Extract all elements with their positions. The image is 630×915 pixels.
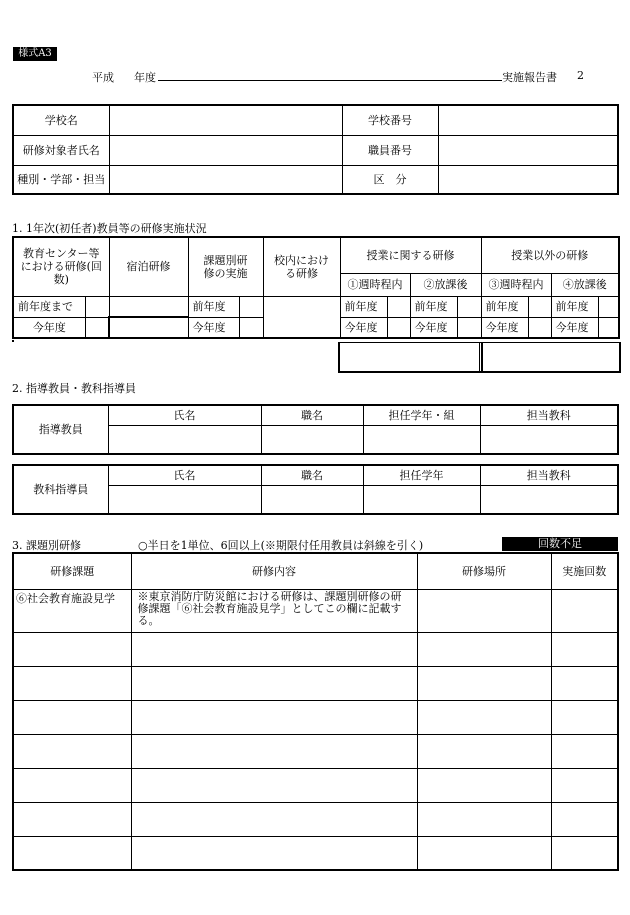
supervisor-col-subject: 担当教科 <box>480 405 618 425</box>
corner <box>12 340 14 342</box>
count-cell[interactable] <box>551 589 618 632</box>
era-label: 平成 <box>92 71 114 84</box>
count-cell[interactable] <box>551 734 618 768</box>
topic-cell[interactable] <box>13 836 131 870</box>
topic-cell[interactable] <box>13 768 131 802</box>
report-title: 実施報告書 <box>502 71 557 84</box>
sub-header-2: ②放課後 <box>410 273 481 296</box>
instructor-col-class: 担任学年 <box>363 465 480 485</box>
class-training-header: 授業に関する研修 <box>340 237 481 273</box>
school-number-field[interactable] <box>438 105 618 135</box>
class2-prev-label: 前年度 <box>410 296 457 317</box>
class1-curr-cell[interactable] <box>387 317 410 338</box>
class2-prev-cell[interactable] <box>457 296 481 317</box>
instructor-subject-field[interactable] <box>480 485 618 514</box>
school-name-field[interactable] <box>109 105 342 135</box>
class2-curr-cell[interactable] <box>457 317 481 338</box>
theme-training-header: 課題別研修の実施 <box>188 237 263 296</box>
title-underline <box>158 80 502 81</box>
trainee-name-label: 研修対象者氏名 <box>13 135 109 165</box>
prev-year-label: 前年度まで <box>13 296 85 317</box>
class2-curr-label: 今年度 <box>410 317 457 338</box>
place-cell[interactable] <box>417 632 551 666</box>
content-cell[interactable] <box>131 666 417 700</box>
form-label: 様式A3 <box>13 47 57 61</box>
school-training-header: 校内における研修 <box>263 237 340 296</box>
content-cell[interactable]: ※東京消防庁防災館における研修は、課題別研修の研修課題「⑥社会教育施設見学」としてこの欄に記載する。 <box>131 589 417 632</box>
year-label: 年度 <box>134 71 156 84</box>
section3-note: ○半日を1単位、6回以上(※期限付任用教員は斜線を引く) <box>138 539 424 552</box>
class1-prev-label: 前年度 <box>340 296 387 317</box>
instructor-col-subject: 担当教科 <box>480 465 618 485</box>
sub-header-1: ①週時程内 <box>340 273 410 296</box>
nonclass4-curr-label: 今年度 <box>551 317 598 338</box>
count-cell[interactable] <box>551 836 618 870</box>
content-cell[interactable] <box>131 632 417 666</box>
topic-cell[interactable] <box>13 734 131 768</box>
subject-instructor-table <box>12 464 619 515</box>
place-cell[interactable] <box>417 802 551 836</box>
count-cell[interactable] <box>551 768 618 802</box>
nonclass3-prev-cell[interactable] <box>528 296 551 317</box>
place-cell[interactable] <box>417 768 551 802</box>
place-cell[interactable] <box>417 589 551 632</box>
topic-cell[interactable]: ⑥社会教育施設見学 <box>13 589 131 632</box>
nonclass3-curr-cell[interactable] <box>528 317 551 338</box>
staff-number-label: 職員番号 <box>342 135 438 165</box>
section1-heading: 1. 1年次(初任者)教員等の研修実施状況 <box>12 222 207 235</box>
mask <box>14 340 337 344</box>
supervisor-label: 指導教員 <box>13 405 108 454</box>
section3-heading: 3. 課題別研修 <box>12 539 81 552</box>
division-label: 区 分 <box>342 165 438 194</box>
topic-cell[interactable] <box>13 700 131 734</box>
topic-cell[interactable] <box>13 632 131 666</box>
supervisor-col-title: 職名 <box>261 405 363 425</box>
content-cell[interactable] <box>131 700 417 734</box>
content-cell[interactable] <box>131 802 417 836</box>
school-training-cell[interactable] <box>263 296 340 338</box>
theme-prev-label: 前年度 <box>188 296 239 317</box>
prev-year-center-cell[interactable] <box>85 296 109 317</box>
sub-header-3: ③週時程内 <box>481 273 551 296</box>
class1-prev-cell[interactable] <box>387 296 410 317</box>
center-training-header: 教育センター等における研修(回数) <box>13 237 109 296</box>
supervisor-name-field[interactable] <box>108 425 261 454</box>
trainee-name-field[interactable] <box>109 135 342 165</box>
this-year-center-cell[interactable] <box>85 317 109 338</box>
content-cell[interactable] <box>131 734 417 768</box>
theme-prev-cell[interactable] <box>239 296 263 317</box>
category-field[interactable] <box>109 165 342 194</box>
instructor-name-field[interactable] <box>108 485 261 514</box>
this-year-label: 今年度 <box>13 317 85 338</box>
instructor-class-field[interactable] <box>363 485 480 514</box>
content-cell[interactable] <box>131 768 417 802</box>
instructor-title-field[interactable] <box>261 485 363 514</box>
col-topic: 研修課題 <box>13 553 131 589</box>
theme-training-table <box>12 552 619 871</box>
theme-curr-label: 今年度 <box>188 317 239 338</box>
staff-number-field[interactable] <box>438 135 618 165</box>
stay-empty <box>109 317 188 338</box>
nonclass4-prev-cell[interactable] <box>598 296 619 317</box>
report-number: 2 <box>577 69 584 82</box>
section2-heading: 2. 指導教員・教科指導員 <box>12 382 136 395</box>
nonclass4-curr-cell[interactable] <box>598 317 619 338</box>
nonclass4-prev-label: 前年度 <box>551 296 598 317</box>
theme-curr-cell[interactable] <box>239 317 263 338</box>
nonclass3-prev-label: 前年度 <box>481 296 528 317</box>
instructor-col-name: 氏名 <box>108 465 261 485</box>
class-total-box[interactable] <box>338 342 483 373</box>
insufficient-count-badge: 回数不足 <box>502 537 618 551</box>
content-cell[interactable] <box>131 836 417 870</box>
place-cell[interactable] <box>417 666 551 700</box>
supervisor-col-class: 担任学年・組 <box>363 405 480 425</box>
count-cell[interactable] <box>551 632 618 666</box>
instructor-col-title: 職名 <box>261 465 363 485</box>
category-label: 種別・学部・担当 <box>13 165 109 194</box>
place-cell[interactable] <box>417 700 551 734</box>
count-cell[interactable] <box>551 700 618 734</box>
supervisor-col-name: 氏名 <box>108 405 261 425</box>
supervisor-title-field[interactable] <box>261 425 363 454</box>
prev-year-stay-cell[interactable] <box>109 296 188 317</box>
count-cell[interactable] <box>551 666 618 700</box>
topic-cell[interactable] <box>13 802 131 836</box>
school-name-label: 学校名 <box>13 105 109 135</box>
place-cell[interactable] <box>417 836 551 870</box>
stay-training-header: 宿泊研修 <box>109 237 188 296</box>
class1-curr-label: 今年度 <box>340 317 387 338</box>
col-count: 実施回数 <box>551 553 618 589</box>
nonclass3-curr-label: 今年度 <box>481 317 528 338</box>
training-status-table <box>12 236 620 339</box>
info-table <box>12 104 619 195</box>
supervisor-subject-field[interactable] <box>480 425 618 454</box>
subject-instructor-label: 教科指導員 <box>13 465 108 514</box>
place-cell[interactable] <box>417 734 551 768</box>
school-number-label: 学校番号 <box>342 105 438 135</box>
col-content: 研修内容 <box>131 553 417 589</box>
division-field[interactable] <box>438 165 618 194</box>
sub-header-4: ④放課後 <box>551 273 619 296</box>
supervisor-class-field[interactable] <box>363 425 480 454</box>
nonclass-training-header: 授業以外の研修 <box>481 237 619 273</box>
nonclass-total-box[interactable] <box>479 342 621 373</box>
topic-cell[interactable] <box>13 666 131 700</box>
col-place: 研修場所 <box>417 553 551 589</box>
supervisor-table <box>12 404 619 455</box>
count-cell[interactable] <box>551 802 618 836</box>
